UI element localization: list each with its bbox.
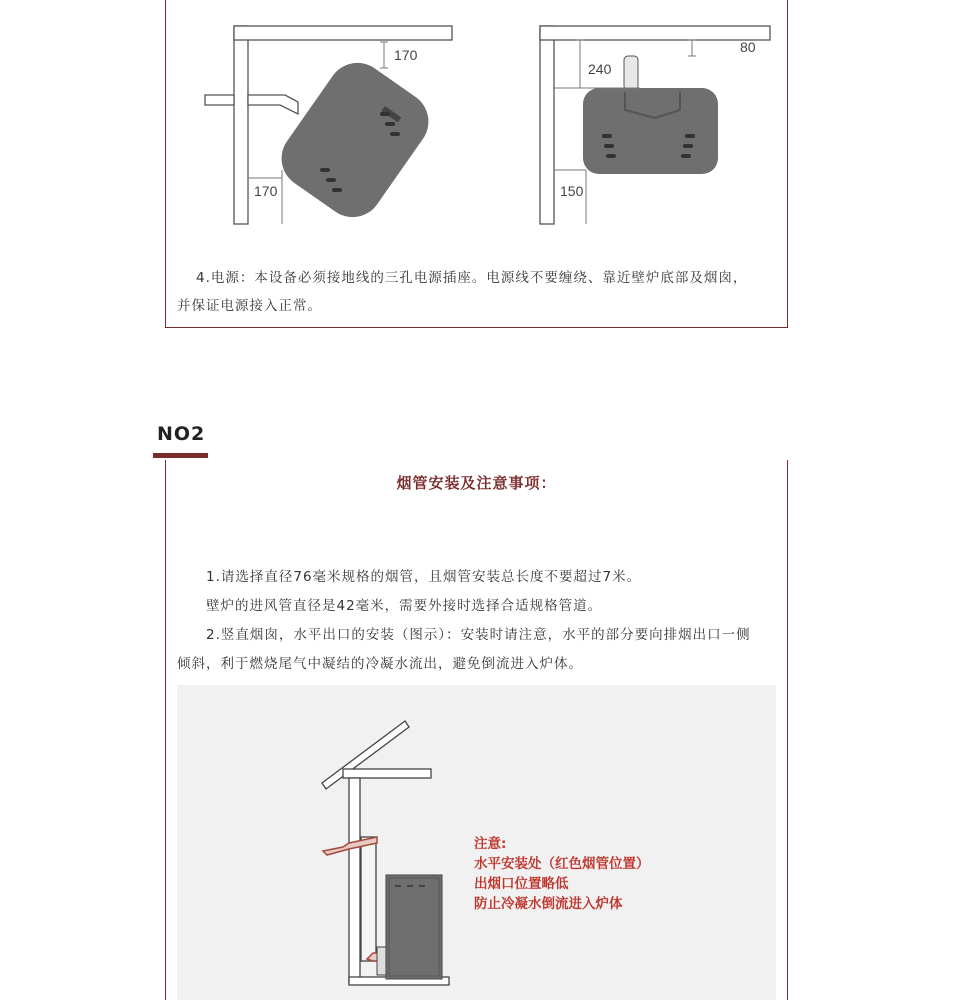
section-border-left: [165, 460, 166, 1000]
right-top-dimension-a: 80: [740, 39, 756, 55]
left-side-dimension: 170: [254, 183, 278, 199]
power-instructions-line1: 4.电源：本设备必须接地线的三孔电源插座。电源线不要缠绕、靠近壁炉底部及烟囱，: [196, 270, 748, 286]
mounting-clearance-diagram: [180, 10, 780, 230]
photo-note: [474, 834, 650, 914]
exhaust-pipe: [624, 56, 638, 90]
chimney-instructions-line2: 倾斜，利于燃烧尾气中凝结的冷凝水流出，避免倒流进入炉体。: [177, 656, 583, 672]
vertical-flue: [361, 837, 376, 961]
roof-beam: [343, 769, 431, 778]
photo-note-line4: 防止冷凝水倒流进入炉体: [474, 896, 623, 912]
photo-note-title: 注意:: [474, 836, 507, 852]
power-instructions-line2: 并保证电源接入正常。: [177, 298, 322, 314]
wall-post: [349, 778, 360, 983]
stove-body: [377, 875, 442, 979]
photo-note-line3: 出烟口位置略低: [474, 876, 569, 892]
section-heading: 烟管安装及注意事项：: [396, 474, 557, 492]
flat-heater: [583, 88, 718, 174]
section-border-right: [787, 460, 788, 1000]
chimney-instructions-line1: 2.竖直烟囱，水平出口的安装（图示）：安装时请注意，水平的部分要向排烟出口一侧: [206, 627, 751, 643]
tilted-heater: [270, 51, 440, 229]
flue-diameter-paragraph: 1.请选择直径76毫米规格的烟管，且烟管安装总长度不要超过7米。: [206, 569, 642, 585]
photo-note-line2: 水平安装处（红色烟管位置）: [474, 856, 650, 872]
right-top-dimension-b: 240: [588, 61, 612, 77]
intake-pipe-paragraph: 壁炉的进风管直径是42毫米，需要外接时选择合适规格管道。: [206, 598, 603, 614]
left-top-dimension: 170: [394, 47, 418, 63]
right-side-dimension: 150: [560, 183, 584, 199]
section-number: NO2: [157, 423, 206, 445]
section-number-underline: [153, 453, 208, 458]
roof-panel: [322, 721, 409, 789]
